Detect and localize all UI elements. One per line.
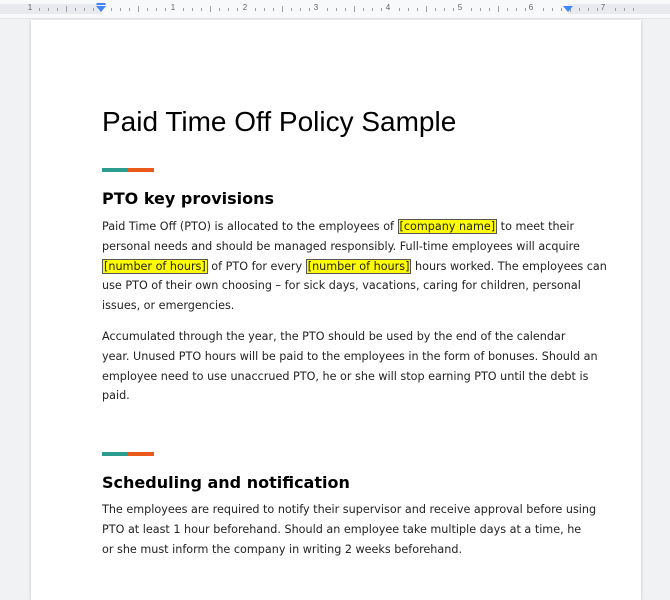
ruler-tick [426, 6, 427, 12]
document-page[interactable] [31, 20, 641, 600]
ruler-tick [300, 8, 301, 11]
ruler-tick [237, 8, 238, 11]
document-title[interactable]: Paid Time Off Policy Sample [102, 106, 457, 137]
paragraph-line [102, 257, 607, 277]
ruler-tick [219, 8, 220, 11]
text-run: use PTO of their own choosing – for sick days, vacations, caring for children, personal [102, 279, 581, 293]
ruler-tick [354, 6, 355, 12]
ruler-tick [552, 8, 553, 11]
ruler-tick [507, 8, 508, 11]
placeholder-highlight[interactable]: [number of hours] [307, 259, 410, 273]
paragraph-line [102, 296, 572, 316]
placeholder-highlight[interactable]: [number of hours] [104, 259, 206, 273]
paragraph[interactable] [102, 217, 607, 316]
ruler-tick [255, 8, 256, 11]
section-heading-pto-provisions[interactable]: PTO key provisions [102, 189, 275, 208]
section-heading-scheduling[interactable]: Scheduling and notification [102, 473, 350, 492]
ruler-tick [453, 8, 454, 11]
ruler-tick [408, 8, 409, 11]
ruler-tick [264, 8, 265, 11]
text-run: year. Unused PTO hours will be paid to the employees in the form of bonuses. Should an [102, 349, 598, 363]
ruler-tick [138, 6, 139, 12]
text-run: personal needs and should be managed responsibly. Full-time employees will acquire [102, 239, 580, 253]
ruler-tick [66, 6, 67, 12]
text-run: Accumulated through the year, the PTO should be used by the end of the calendar [102, 330, 566, 343]
text-run: employee need to use unaccrued PTO, he or she will stop earning PTO until the debt is [102, 369, 589, 383]
ruler-tick [156, 8, 157, 11]
horizontal-ruler[interactable] [0, 0, 670, 19]
text-run: paid. [102, 389, 130, 403]
ruler-number: 4 [385, 3, 391, 12]
ruler-tick [561, 8, 562, 11]
ruler-tick [111, 8, 112, 11]
ruler-tick [291, 8, 292, 11]
paragraph-line [102, 540, 572, 560]
ruler-tick [597, 8, 598, 11]
ruler-tick [615, 8, 616, 11]
ruler-tick [48, 8, 49, 11]
accent-orange-segment [128, 452, 154, 456]
paragraph-line [102, 520, 582, 540]
ruler-tick [84, 8, 85, 11]
ruler-tick [498, 6, 499, 12]
ruler-tick [183, 8, 184, 11]
text-run: of PTO for every [207, 259, 306, 273]
ruler-number: 1 [27, 3, 33, 12]
section-accent-bar [102, 452, 154, 456]
paragraph-line [102, 500, 597, 520]
ruler-tick [363, 8, 364, 11]
ruler-tick [543, 8, 544, 11]
paragraph-line [102, 237, 580, 257]
ruler-tick [372, 8, 373, 11]
ruler-tick [399, 8, 400, 11]
ruler-left-margin [0, 4, 102, 14]
ruler-right-margin [568, 4, 670, 14]
ruler-tick [435, 8, 436, 11]
paragraph-line [102, 347, 598, 367]
ruler-tick [345, 8, 346, 11]
text-run: PTO at least 1 hour beforehand. Should an employee take multiple days at a time, he [102, 522, 582, 536]
ruler-number: 3 [313, 3, 319, 12]
ruler-tick [75, 8, 76, 11]
ruler-tick [516, 8, 517, 11]
paragraph[interactable] [102, 327, 598, 406]
ruler-tick [480, 8, 481, 11]
ruler-number: 6 [528, 3, 534, 12]
ruler-tick [444, 8, 445, 11]
accent-teal-segment [102, 168, 128, 172]
text-run: or she must inform the company in writing 2 weeks beforehand. [102, 542, 462, 556]
ruler-tick [579, 8, 580, 11]
ruler-tick [381, 8, 382, 11]
ruler-tick [210, 6, 211, 12]
accent-orange-segment [128, 168, 154, 172]
ruler-tick [228, 8, 229, 11]
ruler-tick [525, 8, 526, 11]
ruler-number: 5 [457, 3, 463, 12]
ruler-tick [201, 8, 202, 11]
ruler-tick [282, 6, 283, 12]
ruler-tick [327, 8, 328, 11]
ruler-tick [129, 8, 130, 11]
paragraph-line [102, 327, 572, 347]
text-run: issues, or emergencies. [102, 299, 235, 313]
ruler-tick [336, 8, 337, 11]
ruler-tick [165, 8, 166, 11]
placeholder-highlight[interactable]: [company name] [399, 220, 496, 233]
ruler-tick [273, 8, 274, 11]
text-run: The employees are required to notify their supervisor and receive approval before using [102, 503, 597, 516]
paragraph[interactable] [102, 500, 597, 559]
paragraph-line [102, 386, 572, 406]
first-line-indent-marker[interactable] [97, 3, 106, 5]
text-run: Paid Time Off (PTO) is allocated to the employees of [102, 220, 398, 233]
ruler-tick [489, 8, 490, 11]
ruler-tick [192, 8, 193, 11]
ruler-tick [93, 8, 94, 11]
ruler-number: 1 [170, 3, 176, 12]
text-run: hours worked. The employees can [411, 259, 607, 273]
ruler-tick [309, 8, 310, 11]
accent-teal-segment [102, 452, 128, 456]
ruler-tick [147, 8, 148, 11]
ruler-number: 2 [242, 3, 248, 12]
text-run: to meet their [497, 220, 575, 233]
ruler-tick [417, 8, 418, 11]
ruler-tick [633, 8, 634, 11]
ruler-tick [624, 8, 625, 11]
ruler-number: 7 [600, 3, 606, 12]
ruler-tick [39, 8, 40, 11]
ruler-tick [57, 8, 58, 11]
ruler-tick [471, 8, 472, 11]
paragraph-line [102, 367, 589, 387]
paragraph-line [102, 217, 575, 237]
paragraph-line [102, 276, 581, 296]
section-accent-bar [102, 168, 154, 172]
ruler-tick [588, 8, 589, 11]
left-indent-marker[interactable] [96, 6, 106, 12]
ruler-tick [120, 8, 121, 11]
right-indent-marker[interactable] [563, 6, 573, 12]
